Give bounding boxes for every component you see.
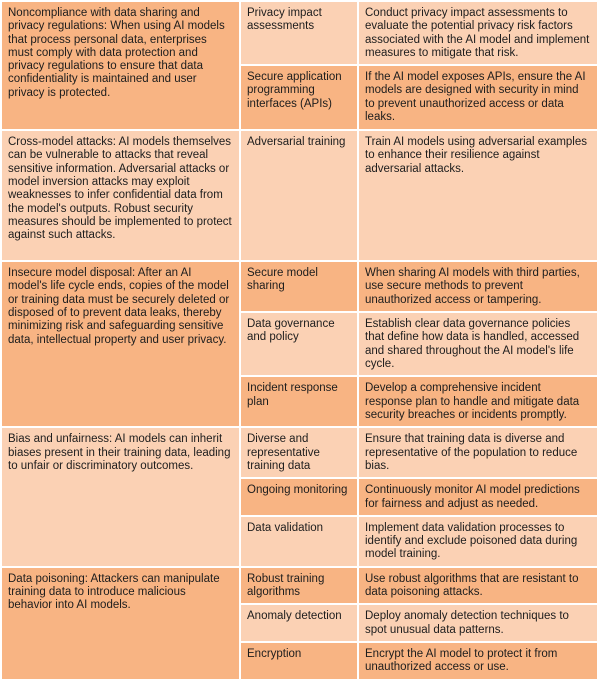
- control-description: Implement data validation processes to identify and exclude poisoned data during model training.: [358, 516, 598, 567]
- control-name: Adversarial training: [240, 130, 358, 261]
- control-description: Ensure that training data is diverse and representative of the population to reduce bias.: [358, 427, 598, 478]
- control-description: Continuously monitor AI model predictions for fairness and adjust as needed.: [358, 478, 598, 516]
- table-row: [1, 427, 598, 478]
- control-description: If the AI model exposes APIs, ensure the AI models are designed with security in mind to prevent unauthorized access or data leaks.: [358, 65, 598, 130]
- risk-description: Noncompliance with data sharing and privacy regulations: When using AI models that process personal data, enterprises must comply with data protection and privacy regulations to ensure that data confidentiality is maintained and user privacy is protected.: [1, 1, 240, 130]
- control-name: Anomaly detection: [240, 604, 358, 642]
- table-row: [1, 261, 598, 312]
- table-row: [1, 567, 598, 605]
- risk-description: Cross-model attacks: AI models themselves can be vulnerable to attacks that reveal sensitive information. Adversarial attacks or model inversion attacks may exploit weaknesses to infer confidential data from the model's outputs. Robust security measures should be implemented to protect against such attacks.: [1, 130, 240, 261]
- control-name: Secure model sharing: [240, 261, 358, 312]
- table-row: [1, 1, 598, 65]
- control-description: When sharing AI models with third parties, use secure methods to prevent unauthorized access or tampering.: [358, 261, 598, 312]
- control-name: Privacy impact assessments: [240, 1, 358, 65]
- control-description: Deploy anomaly detection techniques to spot unusual data patterns.: [358, 604, 598, 642]
- table-row: [1, 130, 598, 261]
- control-description: Establish clear data governance policies that define how data is handled, accessed and shared throughout the AI model's life cycle.: [358, 312, 598, 376]
- control-name: Data validation: [240, 516, 358, 567]
- risk-description: Data poisoning: Attackers can manipulate training data to introduce malicious behavior into AI models.: [1, 567, 240, 680]
- control-description: Develop a comprehensive incident response plan to handle and mitigate data security breaches or incidents promptly.: [358, 376, 598, 427]
- control-name: Ongoing monitoring: [240, 478, 358, 516]
- control-name: Data governance and policy: [240, 312, 358, 376]
- risk-description: Bias and unfairness: AI models can inherit biases present in their training data, leading to unfair or discriminatory outcomes.: [1, 427, 240, 567]
- control-name: Encryption: [240, 642, 358, 680]
- control-name: Diverse and representative training data: [240, 427, 358, 478]
- control-description: Use robust algorithms that are resistant to data poisoning attacks.: [358, 567, 598, 605]
- control-name: Robust training algorithms: [240, 567, 358, 605]
- control-name: Secure application programming interfaces (APIs): [240, 65, 358, 130]
- control-description: Encrypt the AI model to protect it from unauthorized access or use.: [358, 642, 598, 680]
- control-description: Train AI models using adversarial examples to enhance their resilience against adversarial attacks.: [358, 130, 598, 261]
- control-name: Incident response plan: [240, 376, 358, 427]
- risk-description: Insecure model disposal: After an AI model's life cycle ends, copies of the model or training data must be securely deleted or disposed of to prevent data leaks, thereby minimizing risk and safeguarding sensitive data, intellectual property and user privacy.: [1, 261, 240, 427]
- control-description: Conduct privacy impact assessments to evaluate the potential privacy risk factors associated with the AI model and implement measures to mitigate that risk.: [358, 1, 598, 65]
